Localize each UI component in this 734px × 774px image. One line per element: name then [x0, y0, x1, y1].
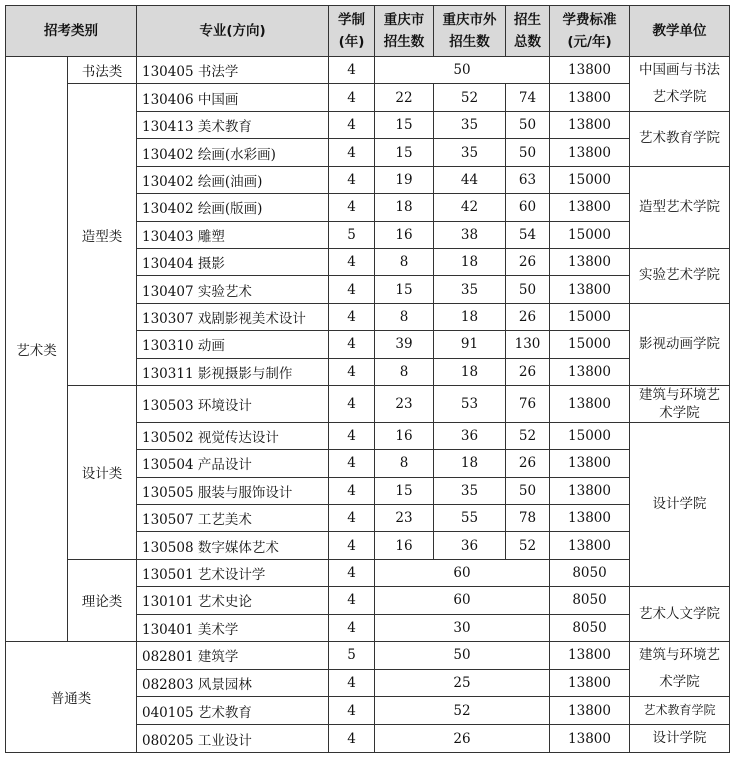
- out-cell: 55: [434, 505, 506, 532]
- out-cell: 18: [434, 450, 506, 477]
- enroll-combined-cell: 26: [375, 725, 550, 753]
- cq-cell: 18: [375, 194, 434, 221]
- header-out-enroll: 重庆市外 招生数: [434, 6, 506, 57]
- cq-cell: 8: [375, 358, 434, 385]
- total-cell: 54: [506, 221, 550, 248]
- header-category: 招考类别: [6, 6, 137, 57]
- years-cell: 5: [329, 642, 375, 670]
- years-cell: 4: [329, 57, 375, 84]
- years-cell: 4: [329, 112, 375, 139]
- out-cell: 35: [434, 276, 506, 303]
- out-cell: 35: [434, 477, 506, 504]
- total-cell: 130: [506, 331, 550, 358]
- major-cell: 130508 数字媒体艺术: [137, 532, 329, 559]
- total-cell: 26: [506, 303, 550, 330]
- total-cell: 26: [506, 358, 550, 385]
- unit-cell: 设计学院: [630, 725, 730, 753]
- total-cell: 52: [506, 532, 550, 559]
- years-cell: 4: [329, 303, 375, 330]
- total-cell: 60: [506, 194, 550, 221]
- years-cell: 4: [329, 697, 375, 725]
- enroll-combined-cell: 52: [375, 697, 550, 725]
- fee-cell: 13800: [550, 84, 630, 112]
- total-cell: 26: [506, 450, 550, 477]
- unit-cell: 艺术教育学院: [630, 697, 730, 725]
- table-row: [6, 559, 730, 586]
- major-cell: 130407 实验艺术: [137, 276, 329, 303]
- fee-cell: 15000: [550, 166, 630, 193]
- fee-cell: 15000: [550, 221, 630, 248]
- out-cell: 35: [434, 139, 506, 166]
- header-cq-enroll: 重庆市 招生数: [375, 6, 434, 57]
- years-cell: 4: [329, 532, 375, 559]
- fee-cell: 13800: [550, 697, 630, 725]
- enroll-combined-cell: 25: [375, 669, 550, 697]
- years-cell: 4: [329, 587, 375, 614]
- category-general: 普通类: [6, 642, 137, 753]
- cq-cell: 8: [375, 303, 434, 330]
- total-cell: 76: [506, 385, 550, 422]
- years-cell: 4: [329, 331, 375, 358]
- enroll-combined-cell: 50: [375, 642, 550, 670]
- major-cell: 130402 绘画(油画): [137, 166, 329, 193]
- major-cell: 130505 服装与服饰设计: [137, 477, 329, 504]
- total-cell: 74: [506, 84, 550, 112]
- major-cell: 130402 绘画(水彩画): [137, 139, 329, 166]
- out-cell: 44: [434, 166, 506, 193]
- fee-cell: 15000: [550, 422, 630, 449]
- major-cell: 130101 艺术史论: [137, 587, 329, 614]
- out-cell: 53: [434, 385, 506, 422]
- years-cell: 4: [329, 194, 375, 221]
- years-cell: 4: [329, 276, 375, 303]
- enroll-combined-cell: 50: [375, 57, 550, 84]
- major-cell: 130507 工艺美术: [137, 505, 329, 532]
- out-cell: 52: [434, 84, 506, 112]
- major-cell: 130405 书法学: [137, 57, 329, 84]
- table-row: [6, 84, 730, 112]
- out-cell: 36: [434, 532, 506, 559]
- out-cell: 18: [434, 303, 506, 330]
- total-cell: 50: [506, 477, 550, 504]
- unit-cell: 建筑与环境艺术学院: [630, 385, 730, 422]
- major-cell: 130311 影视摄影与制作: [137, 358, 329, 385]
- fee-cell: 13800: [550, 505, 630, 532]
- years-cell: 4: [329, 559, 375, 586]
- cq-cell: 8: [375, 450, 434, 477]
- cq-cell: 15: [375, 112, 434, 139]
- fee-cell: 8050: [550, 587, 630, 614]
- major-cell: 130406 中国画: [137, 84, 329, 112]
- fee-cell: 13800: [550, 139, 630, 166]
- cq-cell: 23: [375, 505, 434, 532]
- years-cell: 4: [329, 450, 375, 477]
- subcategory-modeling: 造型类: [68, 84, 137, 386]
- years-cell: 4: [329, 248, 375, 275]
- years-cell: 4: [329, 725, 375, 753]
- header-years: 学制 (年): [329, 6, 375, 57]
- years-cell: 4: [329, 139, 375, 166]
- unit-cell: 造型艺术学院: [630, 166, 730, 248]
- header-fee: 学费标准 (元/年): [550, 6, 630, 57]
- header-total: 招生 总数: [506, 6, 550, 57]
- major-cell: 130402 绘画(版画): [137, 194, 329, 221]
- unit-cell: 建筑与环境艺术学院: [630, 642, 730, 697]
- fee-cell: 13800: [550, 385, 630, 422]
- fee-cell: 13800: [550, 57, 630, 84]
- out-cell: 38: [434, 221, 506, 248]
- cq-cell: 16: [375, 221, 434, 248]
- unit-cell: 艺术人文学院: [630, 587, 730, 642]
- major-cell: 130310 动画: [137, 331, 329, 358]
- total-cell: 26: [506, 248, 550, 275]
- total-cell: 50: [506, 139, 550, 166]
- years-cell: 5: [329, 221, 375, 248]
- cq-cell: 19: [375, 166, 434, 193]
- cq-cell: 23: [375, 385, 434, 422]
- years-cell: 4: [329, 614, 375, 641]
- major-cell: 130307 戏剧影视美术设计: [137, 303, 329, 330]
- total-cell: 63: [506, 166, 550, 193]
- major-cell: 130404 摄影: [137, 248, 329, 275]
- fee-cell: 13800: [550, 477, 630, 504]
- fee-cell: 15000: [550, 303, 630, 330]
- major-cell: 130504 产品设计: [137, 450, 329, 477]
- years-cell: 4: [329, 84, 375, 112]
- out-cell: 18: [434, 248, 506, 275]
- out-cell: 91: [434, 331, 506, 358]
- fee-cell: 13800: [550, 669, 630, 697]
- fee-cell: 13800: [550, 194, 630, 221]
- out-cell: 35: [434, 112, 506, 139]
- major-cell: 082803 风景园林: [137, 669, 329, 697]
- enroll-combined-cell: 30: [375, 614, 550, 641]
- fee-cell: 8050: [550, 559, 630, 586]
- out-cell: 42: [434, 194, 506, 221]
- unit-cell: 设计学院: [630, 422, 730, 586]
- cq-cell: 15: [375, 477, 434, 504]
- subcategory-theory: 理论类: [68, 559, 137, 641]
- enroll-combined-cell: 60: [375, 587, 550, 614]
- cq-cell: 15: [375, 276, 434, 303]
- category-art: 艺术类: [6, 57, 68, 642]
- header-unit: 教学单位: [630, 6, 730, 57]
- major-cell: 080205 工业设计: [137, 725, 329, 753]
- cq-cell: 39: [375, 331, 434, 358]
- years-cell: 4: [329, 422, 375, 449]
- cq-cell: 16: [375, 422, 434, 449]
- years-cell: 4: [329, 358, 375, 385]
- header-major: 专业(方向): [137, 6, 329, 57]
- table-row: [6, 642, 730, 670]
- years-cell: 4: [329, 669, 375, 697]
- years-cell: 4: [329, 166, 375, 193]
- total-cell: 78: [506, 505, 550, 532]
- major-cell: 130401 美术学: [137, 614, 329, 641]
- cq-cell: 22: [375, 84, 434, 112]
- unit-cell: 艺术教育学院: [630, 112, 730, 167]
- enrollment-table: [5, 5, 730, 753]
- major-cell: 040105 艺术教育: [137, 697, 329, 725]
- fee-cell: 15000: [550, 331, 630, 358]
- enroll-combined-cell: 60: [375, 559, 550, 586]
- fee-cell: 13800: [550, 532, 630, 559]
- major-cell: 130413 美术教育: [137, 112, 329, 139]
- subcategory-calligraphy: 书法类: [68, 57, 137, 84]
- unit-cell: 中国画与书法艺术学院: [630, 57, 730, 112]
- total-cell: 52: [506, 422, 550, 449]
- subcategory-design: 设计类: [68, 385, 137, 559]
- table-row: [6, 385, 730, 422]
- total-cell: 50: [506, 276, 550, 303]
- cq-cell: 8: [375, 248, 434, 275]
- years-cell: 4: [329, 505, 375, 532]
- table-row: [6, 57, 730, 84]
- cq-cell: 16: [375, 532, 434, 559]
- header-row: [6, 6, 730, 57]
- unit-cell: 实验艺术学院: [630, 248, 730, 303]
- years-cell: 4: [329, 385, 375, 422]
- fee-cell: 13800: [550, 450, 630, 477]
- fee-cell: 13800: [550, 725, 630, 753]
- total-cell: 50: [506, 112, 550, 139]
- major-cell: 130403 雕塑: [137, 221, 329, 248]
- major-cell: 082801 建筑学: [137, 642, 329, 670]
- fee-cell: 13800: [550, 112, 630, 139]
- fee-cell: 13800: [550, 276, 630, 303]
- fee-cell: 8050: [550, 614, 630, 641]
- unit-cell: 影视动画学院: [630, 303, 730, 385]
- cq-cell: 15: [375, 139, 434, 166]
- fee-cell: 13800: [550, 358, 630, 385]
- years-cell: 4: [329, 477, 375, 504]
- major-cell: 130502 视觉传达设计: [137, 422, 329, 449]
- out-cell: 18: [434, 358, 506, 385]
- fee-cell: 13800: [550, 248, 630, 275]
- major-cell: 130501 艺术设计学: [137, 559, 329, 586]
- fee-cell: 13800: [550, 642, 630, 670]
- major-cell: 130503 环境设计: [137, 385, 329, 422]
- out-cell: 36: [434, 422, 506, 449]
